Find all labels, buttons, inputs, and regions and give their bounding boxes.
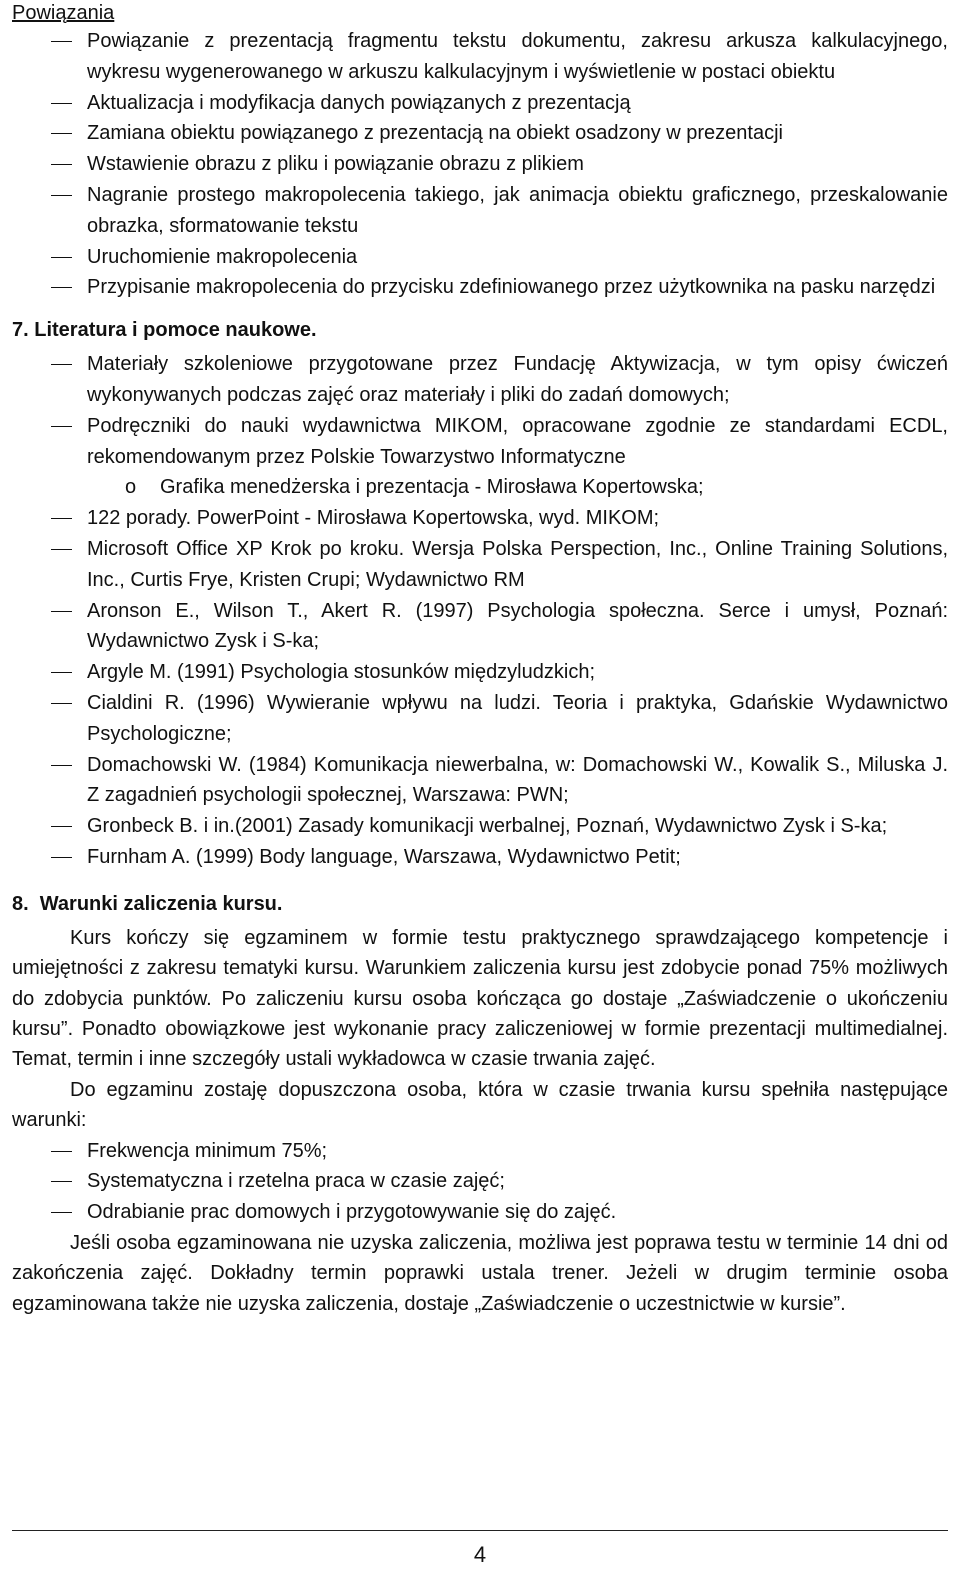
list-item: o Grafika menedżerska i prezentacja - Mirosława Kopertowska; xyxy=(12,472,948,503)
paragraph: Jeśli osoba egzaminowana nie uzyska zaliczenia, możliwa jest poprawa testu w terminie 14 dni od zakończenia zajęć. Dokładny termin poprawki ustala trener. Jeżeli w drugim terminie osoba egzaminowana także nie uzyska zaliczenia, dostaje „Zaświadczenie o uczestnictwie w kursie”. xyxy=(12,1231,948,1315)
list-item: Domachowski W. (1984) Komunikacja niewerbalna, w: Domachowski W., Kowalik S., Miluska J. Z zagadnień psychologii społecznej, Warszawa: PWN; xyxy=(12,750,948,812)
document-page xyxy=(12,0,948,1319)
list-item: Argyle M. (1991) Psychologia stosunków międzyludzkich; xyxy=(12,657,948,688)
list-item: Gronbeck B. i in.(2001) Zasady komunikacji werbalnej, Poznań, Wydawnictwo Zysk i S-ka; xyxy=(12,811,948,842)
list-item: Przypisanie makropolecenia do przycisku zdefiniowanego przez użytkownika na pasku narzędzi xyxy=(12,272,948,303)
literature-sublist xyxy=(12,472,948,503)
list-item: Nagranie prostego makropolecenia takiego, jak animacja obiektu graficznego, przeskalowanie obrazka, sformatowanie tekstu xyxy=(12,180,948,242)
list-item: Furnham A. (1999) Body language, Warszawa, Wydawnictwo Petit; xyxy=(12,842,948,873)
list-item: Powiązanie z prezentacją fragmentu tekstu dokumentu, zakresu arkusza kalkulacyjnego, wykresu wygenerowanego w arkuszu kalkulacyjnym i wyświetlenie w postaci obiektu xyxy=(12,26,948,88)
list-item: Aktualizacja i modyfikacja danych powiązanych z prezentacją xyxy=(12,88,948,119)
paragraph: Kurs kończy się egzaminem w formie testu praktycznego sprawdzającego kompetencje i umiejętności z zakresu tematyki kursu. Warunkiem zaliczenia kursu jest zdobycie ponad 75% możliwych do zdobycia punktów. Po zaliczeniu kursu osoba kończąca go dostaje „Zaświadczenie o ukończeniu kursu”. Ponadto obowiązkowe jest wykonanie pracy zaliczeniowej w formie prezentacji multimedialnej. Temat, termin i inne szczegóły ustali wykładowca w czasie trwania zajęć. xyxy=(12,926,948,1071)
list-item: Cialdini R. (1996) Wywieranie wpływu na ludzi. Teoria i praktyka, Gdańskie Wydawnictwo Psychologiczne; xyxy=(12,688,948,750)
literature-list-b xyxy=(12,503,948,873)
paragraph: Do egzaminu zostaję dopuszczona osoba, która w czasie trwania kursu spełniła następujące warunki: xyxy=(12,1078,948,1132)
section-heading-literature: 7. Literatura i pomoce naukowe. xyxy=(12,319,317,342)
list-item: Aronson E., Wilson T., Akert R. (1997) Psychologia społeczna. Serce i umysł, Poznań: Wydawnictwo Zysk i S-ka; xyxy=(12,596,948,658)
list-item: Wstawienie obrazu z pliku i powiązanie obrazu z plikiem xyxy=(12,149,948,180)
list-item: Microsoft Office XP Krok po kroku. Wersja Polska Perspection, Inc., Online Training Solutions, Inc., Curtis Frye, Kristen Crupi; Wydawnictwo RM xyxy=(12,534,948,596)
list-item: Zamiana obiektu powiązanego z prezentacją na obiekt osadzony w prezentacji xyxy=(12,118,948,149)
list-item: Odrabianie prac domowych i przygotowywanie się do zajęć. xyxy=(12,1197,948,1228)
footer-divider xyxy=(12,1530,948,1531)
list-item: 122 porady. PowerPoint - Mirosława Kopertowska, wyd. MIKOM; xyxy=(12,503,948,534)
list-item: Materiały szkoleniowe przygotowane przez Fundację Aktywizacja, w tym opisy ćwiczeń wykonywanych podczas zajęć oraz materiały i pliki do zadań domowych; xyxy=(12,349,948,411)
page-number: 4 xyxy=(473,1542,487,1567)
conditions-list xyxy=(12,1136,948,1228)
section-heading-conditions: 8. Warunki zaliczenia kursu. xyxy=(12,892,283,915)
list-item: Uruchomienie makropolecenia xyxy=(12,242,948,273)
list-item: Systematyczna i rzetelna praca w czasie zajęć; xyxy=(12,1166,948,1197)
section-heading-links: Powiązania xyxy=(12,2,115,24)
links-list xyxy=(12,26,948,303)
list-item: Frekwencja minimum 75%; xyxy=(12,1136,948,1167)
literature-list-a xyxy=(12,349,948,472)
list-item: Podręczniki do nauki wydawnictwa MIKOM, opracowane zgodnie ze standardami ECDL, rekomendowanym przez Polskie Towarzystwo Informatyczne xyxy=(12,411,948,473)
